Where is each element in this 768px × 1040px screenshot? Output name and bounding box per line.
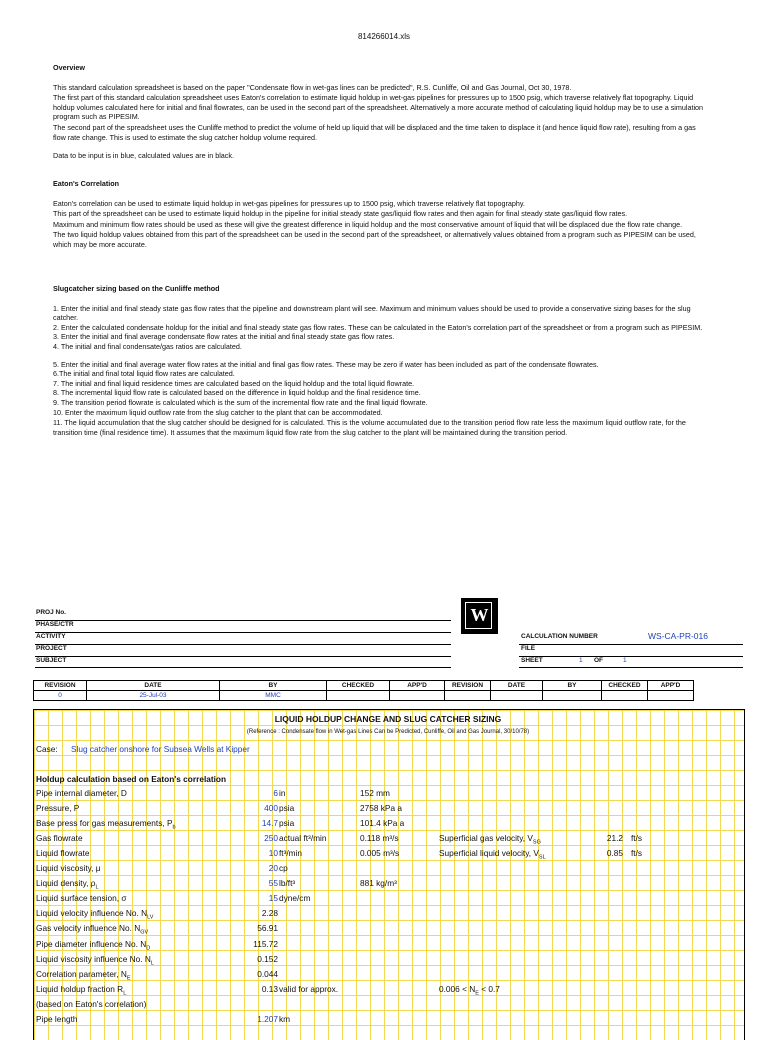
row-unit: cp xyxy=(279,863,288,874)
row-label-text: Liquid surface tension, σ xyxy=(36,893,127,904)
col-header-revision: REVISION xyxy=(34,681,87,691)
row-value[interactable]: 250 xyxy=(264,833,278,844)
file-label: FILE xyxy=(521,645,536,652)
cunliffe-heading: Slugcatcher sizing based on the Cunliffe method xyxy=(53,284,220,293)
row-unit: km xyxy=(279,1013,291,1024)
row-label-subscript: L xyxy=(123,990,127,997)
row-unit: actual ft³/min xyxy=(279,833,327,844)
revision-cell xyxy=(390,691,445,701)
sheet-total: 1 xyxy=(623,657,627,664)
row-unit: lb/ft³ xyxy=(279,878,296,889)
row-unit: in xyxy=(279,788,286,798)
revision-cell xyxy=(491,691,543,701)
revision-cell xyxy=(327,691,390,701)
file-header: 814266014.xls xyxy=(357,32,411,41)
cunliffe-section xyxy=(53,284,705,437)
row-label-subscript: b xyxy=(172,824,176,831)
row-label-subscript: GV xyxy=(140,930,149,937)
calculation-number-label: CALCULATION NUMBER xyxy=(521,633,598,640)
row-value[interactable]: 55 xyxy=(268,878,278,889)
row-label-text: Correlation parameter, N xyxy=(36,968,127,979)
divider xyxy=(35,632,451,633)
row-label-text: Pressure, P xyxy=(36,803,80,814)
row-unit: dyne/cm xyxy=(279,893,311,904)
row-extra-unit: ft/s xyxy=(631,833,643,844)
row-label xyxy=(36,984,126,997)
divider xyxy=(519,656,743,657)
cunliffe-step-6: 6.The initial and final total liquid flow rates are calculated. xyxy=(53,369,235,379)
activity-label: ACTIVITY xyxy=(36,633,66,640)
row-extra-label xyxy=(439,848,546,861)
row-si-value: 0.005 m³/s xyxy=(360,848,400,859)
revision-cell: 25-Jul-03 xyxy=(87,691,220,701)
sheet-reference: (Reference : Condensate flow in Wet-gas Lines Can be Predicted, Cunliffe, Oil and Gas Journal, 30/10/78) xyxy=(246,729,530,735)
row-label-text: Gas velocity influence No. N xyxy=(36,923,141,934)
row-extra-subscript: E xyxy=(475,990,479,997)
row-si-value: 2758 kPa a xyxy=(360,803,402,814)
proj-no-label: PROJ No. xyxy=(36,609,66,616)
row-extra-text: Superficial gas velocity, V xyxy=(439,833,533,844)
eaton-paragraph-1: Eaton's correlation can be used to estimate liquid holdup in wet-gas pipelines for pressures up to 1500 psig, which traverse relatively flat topography. xyxy=(53,198,525,208)
row-label xyxy=(36,999,146,1009)
row-extra-label xyxy=(439,984,500,997)
row-extra-value: 0.85 xyxy=(606,848,623,859)
cunliffe-step-8: 8. The incremental liquid flow rate is calculated based on the difference in liquid holdup and the final residence time. xyxy=(53,388,421,398)
cunliffe-step-3: 3. Enter the initial and final average condensate flow rates at the initial and final steady state gas flow rates. xyxy=(53,332,395,342)
row-si-value: 101.4 kPa a xyxy=(360,818,405,829)
row-label xyxy=(36,969,131,982)
cunliffe-step-9: 9. The transition period flowrate is calculated which is the sum of the incremental flow rate and the final liquid flowrate. xyxy=(53,397,428,407)
revision-table xyxy=(33,680,694,701)
row-unit: psia xyxy=(279,818,295,829)
eaton-paragraph-2: This part of the spreadsheet can be used to estimate liquid holdup in the pipeline for initial steady state gas/liquid flow rates and then again for final steady state gas/liquid flow rates. xyxy=(53,209,628,219)
row-label-text: Base press for gas measurements, P xyxy=(36,818,173,829)
row-label-text: Liquid flowrate xyxy=(36,848,90,859)
row-label-text: Pipe internal diameter, D xyxy=(36,788,127,798)
col-header-appd: APP'D xyxy=(648,681,694,691)
eaton-section xyxy=(53,179,705,250)
row-label xyxy=(36,908,153,921)
row-label-subscript: L xyxy=(150,960,154,967)
row-value[interactable]: 14.7 xyxy=(261,818,278,829)
row-label-subscript: D xyxy=(146,945,151,952)
cunliffe-step-11: 11. The liquid accumulation that the slug catcher should be designed for is calculated. This is the volume accumulated due to the transition period flow rate less the maximum liquid outflow rate, for the transition time (final residence time). It assumes that the maximum liquid flow rate from the slug catcher to the plant will be maintained during the transition period. xyxy=(53,418,686,437)
row-label-text: Pipe diameter influence No. N xyxy=(36,938,147,949)
calculation-sheet xyxy=(33,709,745,1040)
row-label xyxy=(36,1014,78,1024)
cunliffe-step-2: 2. Enter the calculated condensate holdup for the initial and final steady state gas flow rates. These can be calculated in the Eaton's correlation part of the spreadsheet or from a program such as PIPESIM. xyxy=(53,322,703,332)
eaton-paragraph-4: The two liquid holdup values obtained from this part of the spreadsheet can be used in the second part of the spreadsheet, or alternatively values obtained from a program such as PIPESIM can be used, which may be more accurate. xyxy=(53,230,696,249)
col-header-checked: CHECKED xyxy=(602,681,648,691)
row-label xyxy=(36,803,79,813)
row-label-text: Pipe length xyxy=(36,1013,78,1024)
row-value: 115.72 xyxy=(253,938,278,949)
project-label: PROJECT xyxy=(36,645,67,652)
cunliffe-step-10: 10. Enter the maximum liquid outflow rate from the slug catcher to the plant that can be accommodated. xyxy=(53,407,383,417)
sheet-title: LIQUID HOLDUP CHANGE AND SLUG CATCHER SIZING xyxy=(274,714,502,724)
company-logo xyxy=(461,598,498,634)
sheet-label: SHEET xyxy=(521,657,543,664)
row-label xyxy=(36,863,101,873)
row-label xyxy=(36,893,126,903)
row-label-text: Liquid viscosity, μ xyxy=(36,863,101,874)
row-value[interactable]: 20 xyxy=(268,863,278,874)
row-value[interactable]: 15 xyxy=(268,893,278,904)
logo-letter: W xyxy=(470,605,489,625)
divider xyxy=(35,667,451,668)
col-header-date: DATE xyxy=(87,681,220,691)
revision-header-row xyxy=(34,681,694,691)
subject-label: SUBJECT xyxy=(36,657,67,664)
row-unit: valid for approx. xyxy=(279,983,339,994)
row-label-text: Liquid velocity influence No. N xyxy=(36,908,148,919)
eaton-paragraph-3: Maximum and minimum flow rates should be used as these will give the greatest difference in liquid holdup and the most conservative amount of liquid that will be displaced due the flow rate change. xyxy=(53,219,683,229)
divider xyxy=(35,620,451,621)
case-label: Case: xyxy=(36,744,58,754)
row-extra-text: 0.006 < N xyxy=(439,983,476,994)
overview-section xyxy=(53,63,705,161)
row-label xyxy=(36,878,99,891)
overview-heading: Overview xyxy=(53,63,85,72)
row-label-text: (based on Eaton's correlation) xyxy=(36,998,147,1009)
row-label-text: Gas flowrate xyxy=(36,833,83,844)
sheet-number: 1 xyxy=(579,657,583,664)
row-label xyxy=(36,939,150,952)
col-header-checked: CHECKED xyxy=(327,681,390,691)
cunliffe-step-4: 4. The initial and final condensate/gas ratios are calculated. xyxy=(53,341,242,351)
col-header-by: BY xyxy=(543,681,602,691)
overview-paragraph-2: The first part of this standard calculation spreadsheet uses Eaton's correlation to estimate liquid holdup in wet-gas pipelines for pressures up to 1500 psig, which traverse relatively flat topography. Liquid holdup volumes calculated here for initial and final flowrates, can be used in the second part of the spreadsheet. Alternatively a more accurate method of calculating liquid holdup may be to use a simulation program such as PIPESIM. xyxy=(53,93,704,122)
revision-cell: 0 xyxy=(34,691,87,701)
row-extra-subscript: SG xyxy=(532,839,541,846)
row-label xyxy=(36,954,154,967)
revision-cell xyxy=(602,691,648,701)
revision-row xyxy=(34,691,694,701)
calculation-number-value: WS-CA-PR-016 xyxy=(648,631,708,641)
row-value: 0.044 xyxy=(257,968,278,979)
col-header-date: DATE xyxy=(491,681,543,691)
row-extra-text: Superficial liquid velocity, V xyxy=(439,848,539,859)
row-si-value: 0.118 m³/s xyxy=(360,833,399,844)
revision-cell xyxy=(543,691,602,701)
divider xyxy=(519,667,743,668)
cunliffe-step-7: 7. The initial and final liquid residence times are calculated based on the liquid holdup and the total liquid flowrate. xyxy=(53,378,415,388)
row-value[interactable]: 400 xyxy=(264,803,278,814)
revision-cell: MMC xyxy=(220,691,327,701)
overview-paragraph-1: This standard calculation spreadsheet is based on the paper "Condensate flow in wet-gas lines can be predicted", R.S. Cunliffe, Oil and Gas Journal, Oct 30, 1978. xyxy=(53,82,572,92)
row-value[interactable]: 10 xyxy=(268,848,278,859)
row-unit: ft³/min xyxy=(279,848,303,859)
col-header-by: BY xyxy=(220,681,327,691)
col-header-revision: REVISION xyxy=(445,681,491,691)
row-extra-tail: < 0.7 xyxy=(478,983,500,994)
row-extra-label xyxy=(439,833,541,846)
row-label xyxy=(36,818,176,831)
row-unit: psia xyxy=(279,803,295,814)
revision-cell xyxy=(445,691,491,701)
overview-paragraph-4: Data to be input is in blue, calculated values are in black. xyxy=(53,151,234,161)
row-si-value: 152 mm xyxy=(360,788,390,798)
row-extra-subscript: SL xyxy=(538,854,546,861)
row-value: 0.13 xyxy=(261,983,278,994)
row-label-subscript: L xyxy=(95,884,99,891)
col-header-appd: APP'D xyxy=(390,681,445,691)
row-label-subscript: E xyxy=(126,975,131,982)
of-label: OF xyxy=(594,657,604,664)
row-extra-value: 21.2 xyxy=(606,833,623,844)
row-label-subscript: LV xyxy=(147,915,154,922)
section-heading: Holdup calculation based on Eaton's correlation xyxy=(36,774,227,784)
row-extra-unit: ft/s xyxy=(631,848,643,859)
row-label-text: Liquid viscosity influence No. N xyxy=(36,953,151,964)
row-si-value: 881 kg/m³ xyxy=(360,878,397,889)
row-label-text: Liquid holdup fraction R xyxy=(36,983,124,994)
overview-paragraph-3: The second part of the spreadsheet uses the Cunliffe method to predict the volume of held up liquid that will be displaced and the time taken to displace it (and hence liquid flow rate), resulting from a gas flow rate change. This is used to estimate the slug catcher holdup volume required. xyxy=(53,122,696,142)
row-value[interactable]: 1.207 xyxy=(257,1013,278,1024)
case-value[interactable]: Slug catcher onshore for Subsea Wells at Kipper xyxy=(71,744,250,754)
row-value[interactable]: 6 xyxy=(273,788,278,798)
row-label xyxy=(36,848,90,858)
row-label xyxy=(36,923,148,936)
cunliffe-step-1: 1. Enter the initial and final steady state gas flow rates that the pipeline and downstream plant will see. Maximum and minimum values should be used to provide a conservative sizing bases for the slug catcher. xyxy=(53,303,691,323)
divider xyxy=(519,644,743,645)
row-value: 0.152 xyxy=(257,953,278,964)
divider xyxy=(35,644,451,645)
row-label xyxy=(36,788,127,798)
phase-label: PHASE/CTR xyxy=(36,621,74,628)
row-value: 2.28 xyxy=(261,908,278,919)
row-label-text: Liquid density, ρ xyxy=(36,878,96,889)
revision-cell xyxy=(648,691,694,701)
divider xyxy=(35,656,451,657)
cunliffe-step-5: 5. Enter the initial and final average water flow rates at the initial and final gas flow rates. These may be zero if water has been included as part of the condensate flowrates. xyxy=(53,359,599,369)
eaton-heading: Eaton's Correlation xyxy=(53,179,120,188)
row-label xyxy=(36,833,83,843)
row-value: 56.91 xyxy=(257,923,278,934)
